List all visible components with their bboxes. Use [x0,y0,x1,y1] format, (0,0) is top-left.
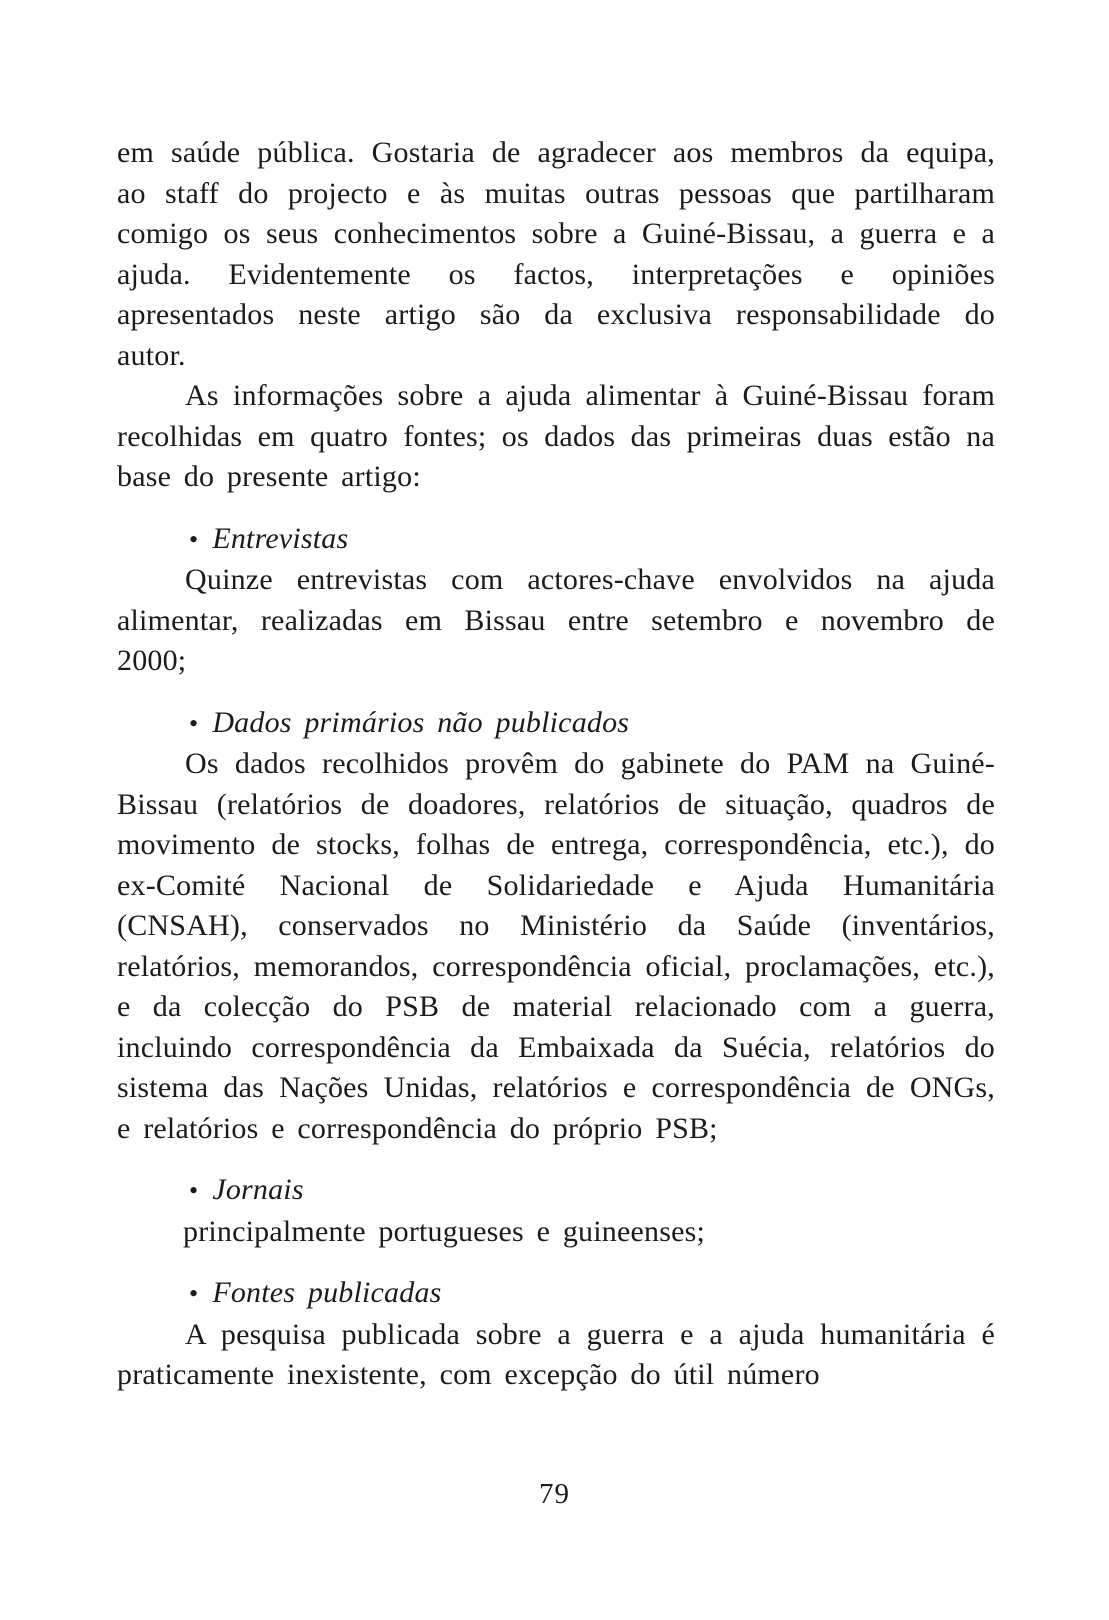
bullet-item-jornais [117,1170,995,1212]
text-column [117,133,995,1396]
bullet-icon: • [189,1279,199,1308]
page-number: 79 [539,1478,570,1510]
bullet-icon: • [189,524,199,554]
paragraph-dados-primarios-detail: Os dados recolhidos provêm do gabinete do PAM na Guiné-Bissau (relatórios de doadores, relatórios de situação, quadros de movimento de stocks, folhas de entrega, correspondência, etc.), do ex-Comité Nacional de Solidariedade e Ajuda Humanitária (CNSAH), conservados no Ministério da Saúde (inventários, relatórios, memorandos, correspondência oficial, proclamações, etc.), e da colecção do PSB de material relacionado com a guerra, incluindo correspondência da Embaixada da Suécia, relatórios do sistema das Nações Unidas, relatórios e correspondência de ONGs, e relatórios e correspondência do próprio PSB; [117,747,995,1145]
bullet-icon: • [189,1176,199,1205]
bullet-item-dados-primarios [117,703,995,745]
bullet-item-entrevistas [117,519,995,561]
bullet-label-fontes-publicadas: Fontes publicadas [212,1276,442,1309]
bullet-label-jornais: Jornais [212,1173,304,1206]
paragraph-entrevistas-detail: Quinze entrevistas com actores-chave envolvidos na ajuda alimentar, realizadas em Bissau entre setembro e novembro de 2000; [117,563,995,677]
bullet-label-entrevistas: Entrevistas [212,521,349,555]
paragraph-fontes-publicadas-detail: A pesquisa publicada sobre a guerra e a ajuda humanitária é praticamente inexistente, com excepção do útil número [117,1317,995,1391]
bullet-label-dados-primarios: Dados primários não publicados [212,705,630,739]
paragraph-jornais-detail: principalmente portugueses e guineenses; [183,1214,706,1248]
paragraph-sources-intro: As informações sobre a ajuda alimentar à Guiné-Bissau foram recolhidas em quatro fontes; os dados das primeiras duas estão na base do presente artigo: [117,379,995,493]
bullet-item-fontes-publicadas [117,1273,995,1315]
paragraph-acknowledgements: em saúde pública. Gostaria de agradecer aos membros da equipa, ao staff do projecto e às muitas outras pessoas que partilharam comigo os seus conhecimentos sobre a Guiné-Bissau, a guerra e a ajuda. Evidentemente os factos, interpretações e opiniões apresentados neste artigo são da exclusiva responsabilidade do autor. [117,136,995,372]
bullet-icon: • [189,708,199,738]
